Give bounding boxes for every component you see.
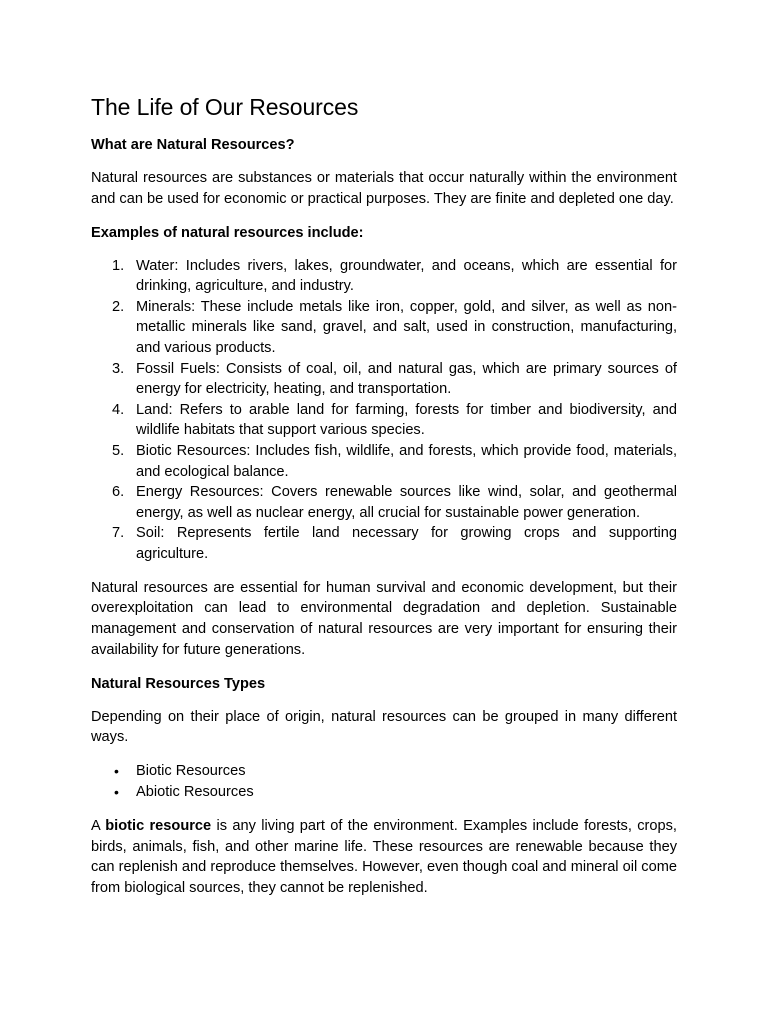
list-item (114, 782, 677, 803)
types-list (91, 761, 677, 803)
list-number: 5. (112, 442, 125, 459)
list-item (112, 482, 677, 523)
list-item-text: Energy Resources: Covers renewable sources like wind, solar, and geothermal energy, as well as nuclear energy, all crucial for sustainable power generation. (136, 484, 677, 521)
list-item-text: Water: Includes rivers, lakes, groundwater, and oceans, which are essential for drinking, agriculture, and industry. (136, 257, 677, 295)
list-item (114, 761, 677, 782)
bullet-icon: • (114, 763, 119, 780)
list-number: 2. (112, 298, 125, 315)
list-number: 4. (112, 401, 125, 418)
biotic-definition: is any living part of the environment. Examples include forests, crops, birds, animals, fish, and other marine life. These resources are renewable because they can replenish and reproduce themselves. However, even though coal and mineral oil come from biological sources, they cannot be replenished. (91, 817, 677, 897)
list-item-text: Land: Refers to arable land for farming, forests for timber and biodiversity, and wildlife habitats that support various species. (136, 401, 677, 439)
section-heading-types: Natural Resources Types (91, 675, 266, 692)
list-item (112, 523, 677, 564)
list-item-text: Fossil Fuels: Consists of coal, oil, and natural gas, which are primary sources of energy for electricity, heating, and transportation. (136, 360, 677, 398)
biotic-prefix: A (91, 817, 100, 834)
list-item-text: Biotic Resources: Includes fish, wildlife, and forests, which provide food, materials, and ecological balance. (136, 442, 677, 480)
list-item-text: Biotic Resources (136, 763, 246, 780)
examples-list (91, 256, 677, 565)
list-item-text: Abiotic Resources (136, 784, 254, 801)
list-item-text: Soil: Represents fertile land necessary for growing crops and supporting agriculture. (136, 525, 677, 562)
bullet-icon: • (114, 784, 119, 801)
paragraph-importance: Natural resources are essential for human survival and economic development, but their overexploitation can lead to environmental degradation and depletion. Sustainable management and conservation of natural resources are very important for ensuring their availability for future generations. (91, 579, 677, 658)
list-item (112, 441, 677, 482)
list-item (112, 256, 677, 297)
paragraph-types-intro: Depending on their place of origin, natural resources can be grouped in many different ways. (91, 708, 677, 746)
list-number: 6. (112, 484, 125, 501)
section-heading-examples: Examples of natural resources include: (91, 224, 364, 241)
biotic-term: biotic resource (105, 817, 212, 834)
page-title: The Life of Our Resources (91, 94, 359, 120)
paragraph-biotic (91, 816, 677, 899)
list-number: 3. (112, 360, 125, 377)
list-item (112, 359, 677, 400)
section-heading-what-are: What are Natural Resources? (91, 137, 295, 153)
list-item (112, 297, 677, 359)
paragraph-definition: Natural resources are substances or materials that occur naturally within the environment and can be used for economic or practical purposes. They are finite and depleted one day. (91, 170, 677, 207)
list-number: 1. (112, 257, 125, 274)
list-item-text: Minerals: These include metals like iron, copper, gold, and silver, as well as non-metallic minerals like sand, gravel, and salt, used in construction, manufacturing, and various products. (136, 298, 677, 356)
list-item (112, 400, 677, 441)
list-number: 7. (112, 525, 125, 542)
